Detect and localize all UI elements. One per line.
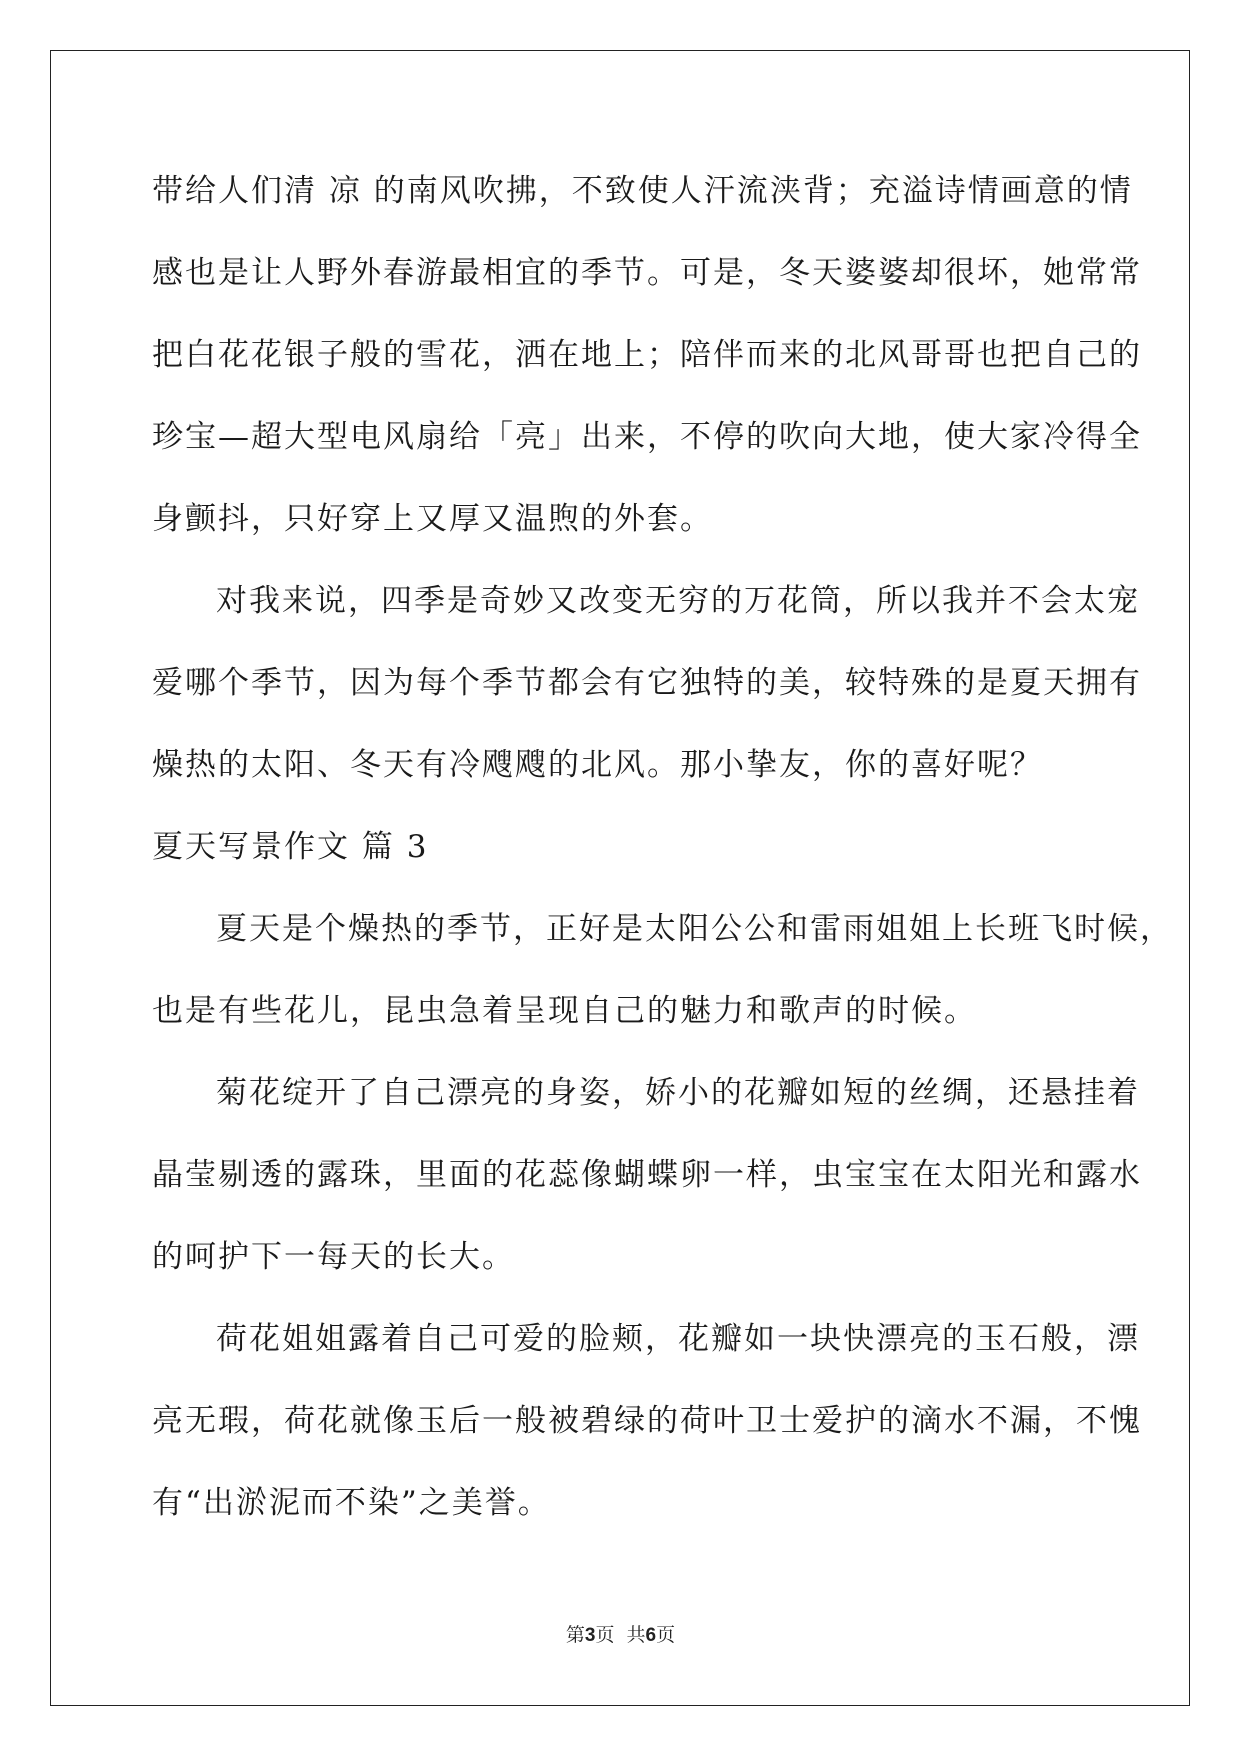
- text-line: 把白花花银子般的雪花，洒在地上；陪伴而来的北风哥哥也把自己的: [152, 337, 1142, 373]
- current-page-number: 3: [584, 1625, 596, 1646]
- text-line: 亮无瑕，荷花就像玉后一般被碧绿的荷叶卫士爱护的滴水不漏，不愧: [152, 1403, 1142, 1439]
- page-prefix: 第: [565, 1624, 585, 1646]
- text-line: 爱哪个季节，因为每个季节都会有它独特的美，较特殊的是夏天拥有: [152, 665, 1142, 701]
- paragraph-start-line: 对我来说，四季是奇妙又改变无穷的万花筒，所以我并不会太宠: [216, 583, 1140, 619]
- text-line: 带给人们清 凉 的南风吹拂，不致使人汗流浃背；充溢诗情画意的情: [152, 173, 1133, 209]
- page-suffix: 页: [656, 1624, 676, 1646]
- text-line: 有“出淤泥而不染”之美誉。: [152, 1485, 551, 1521]
- text-line: 也是有些花儿，昆虫急着呈现自己的魅力和歌声的时候。: [152, 993, 977, 1029]
- paragraph-start-line: 夏天是个燥热的季节，正好是太阳公公和雷雨姐姐上长班飞时候，: [216, 911, 1173, 947]
- section-heading: 夏天写景作文 篇 3: [152, 829, 429, 865]
- page-footer: [0, 1620, 1241, 1647]
- text-line: 珍宝—超大型电风扇给「亮」出来，不停的吹向大地，使大家冷得全: [152, 419, 1142, 455]
- document-body: [152, 150, 1173, 1544]
- text-line: 身颤抖，只好穿上又厚又温煦的外套。: [152, 501, 713, 537]
- paragraph-start-line: 菊花绽开了自己漂亮的身姿，娇小的花瓣如短的丝绸，还悬挂着: [216, 1075, 1140, 1111]
- total-page-number: 6: [645, 1625, 657, 1646]
- text-line: 燥热的太阳、冬天有冷飕飕的北风。那小挚友，你的喜好呢？: [152, 747, 1043, 783]
- page-mid-text: 页 共: [595, 1624, 646, 1646]
- text-line: 感也是让人野外春游最相宜的季节。可是，冬天婆婆却很坏，她常常: [152, 255, 1142, 291]
- text-line: 的呵护下一每天的长大。: [152, 1239, 515, 1275]
- text-line: 晶莹剔透的露珠，里面的花蕊像蝴蝶卵一样，虫宝宝在太阳光和露水: [152, 1157, 1142, 1193]
- paragraph-start-line: 荷花姐姐露着自己可爱的脸颊，花瓣如一块快漂亮的玉石般，漂: [216, 1321, 1140, 1357]
